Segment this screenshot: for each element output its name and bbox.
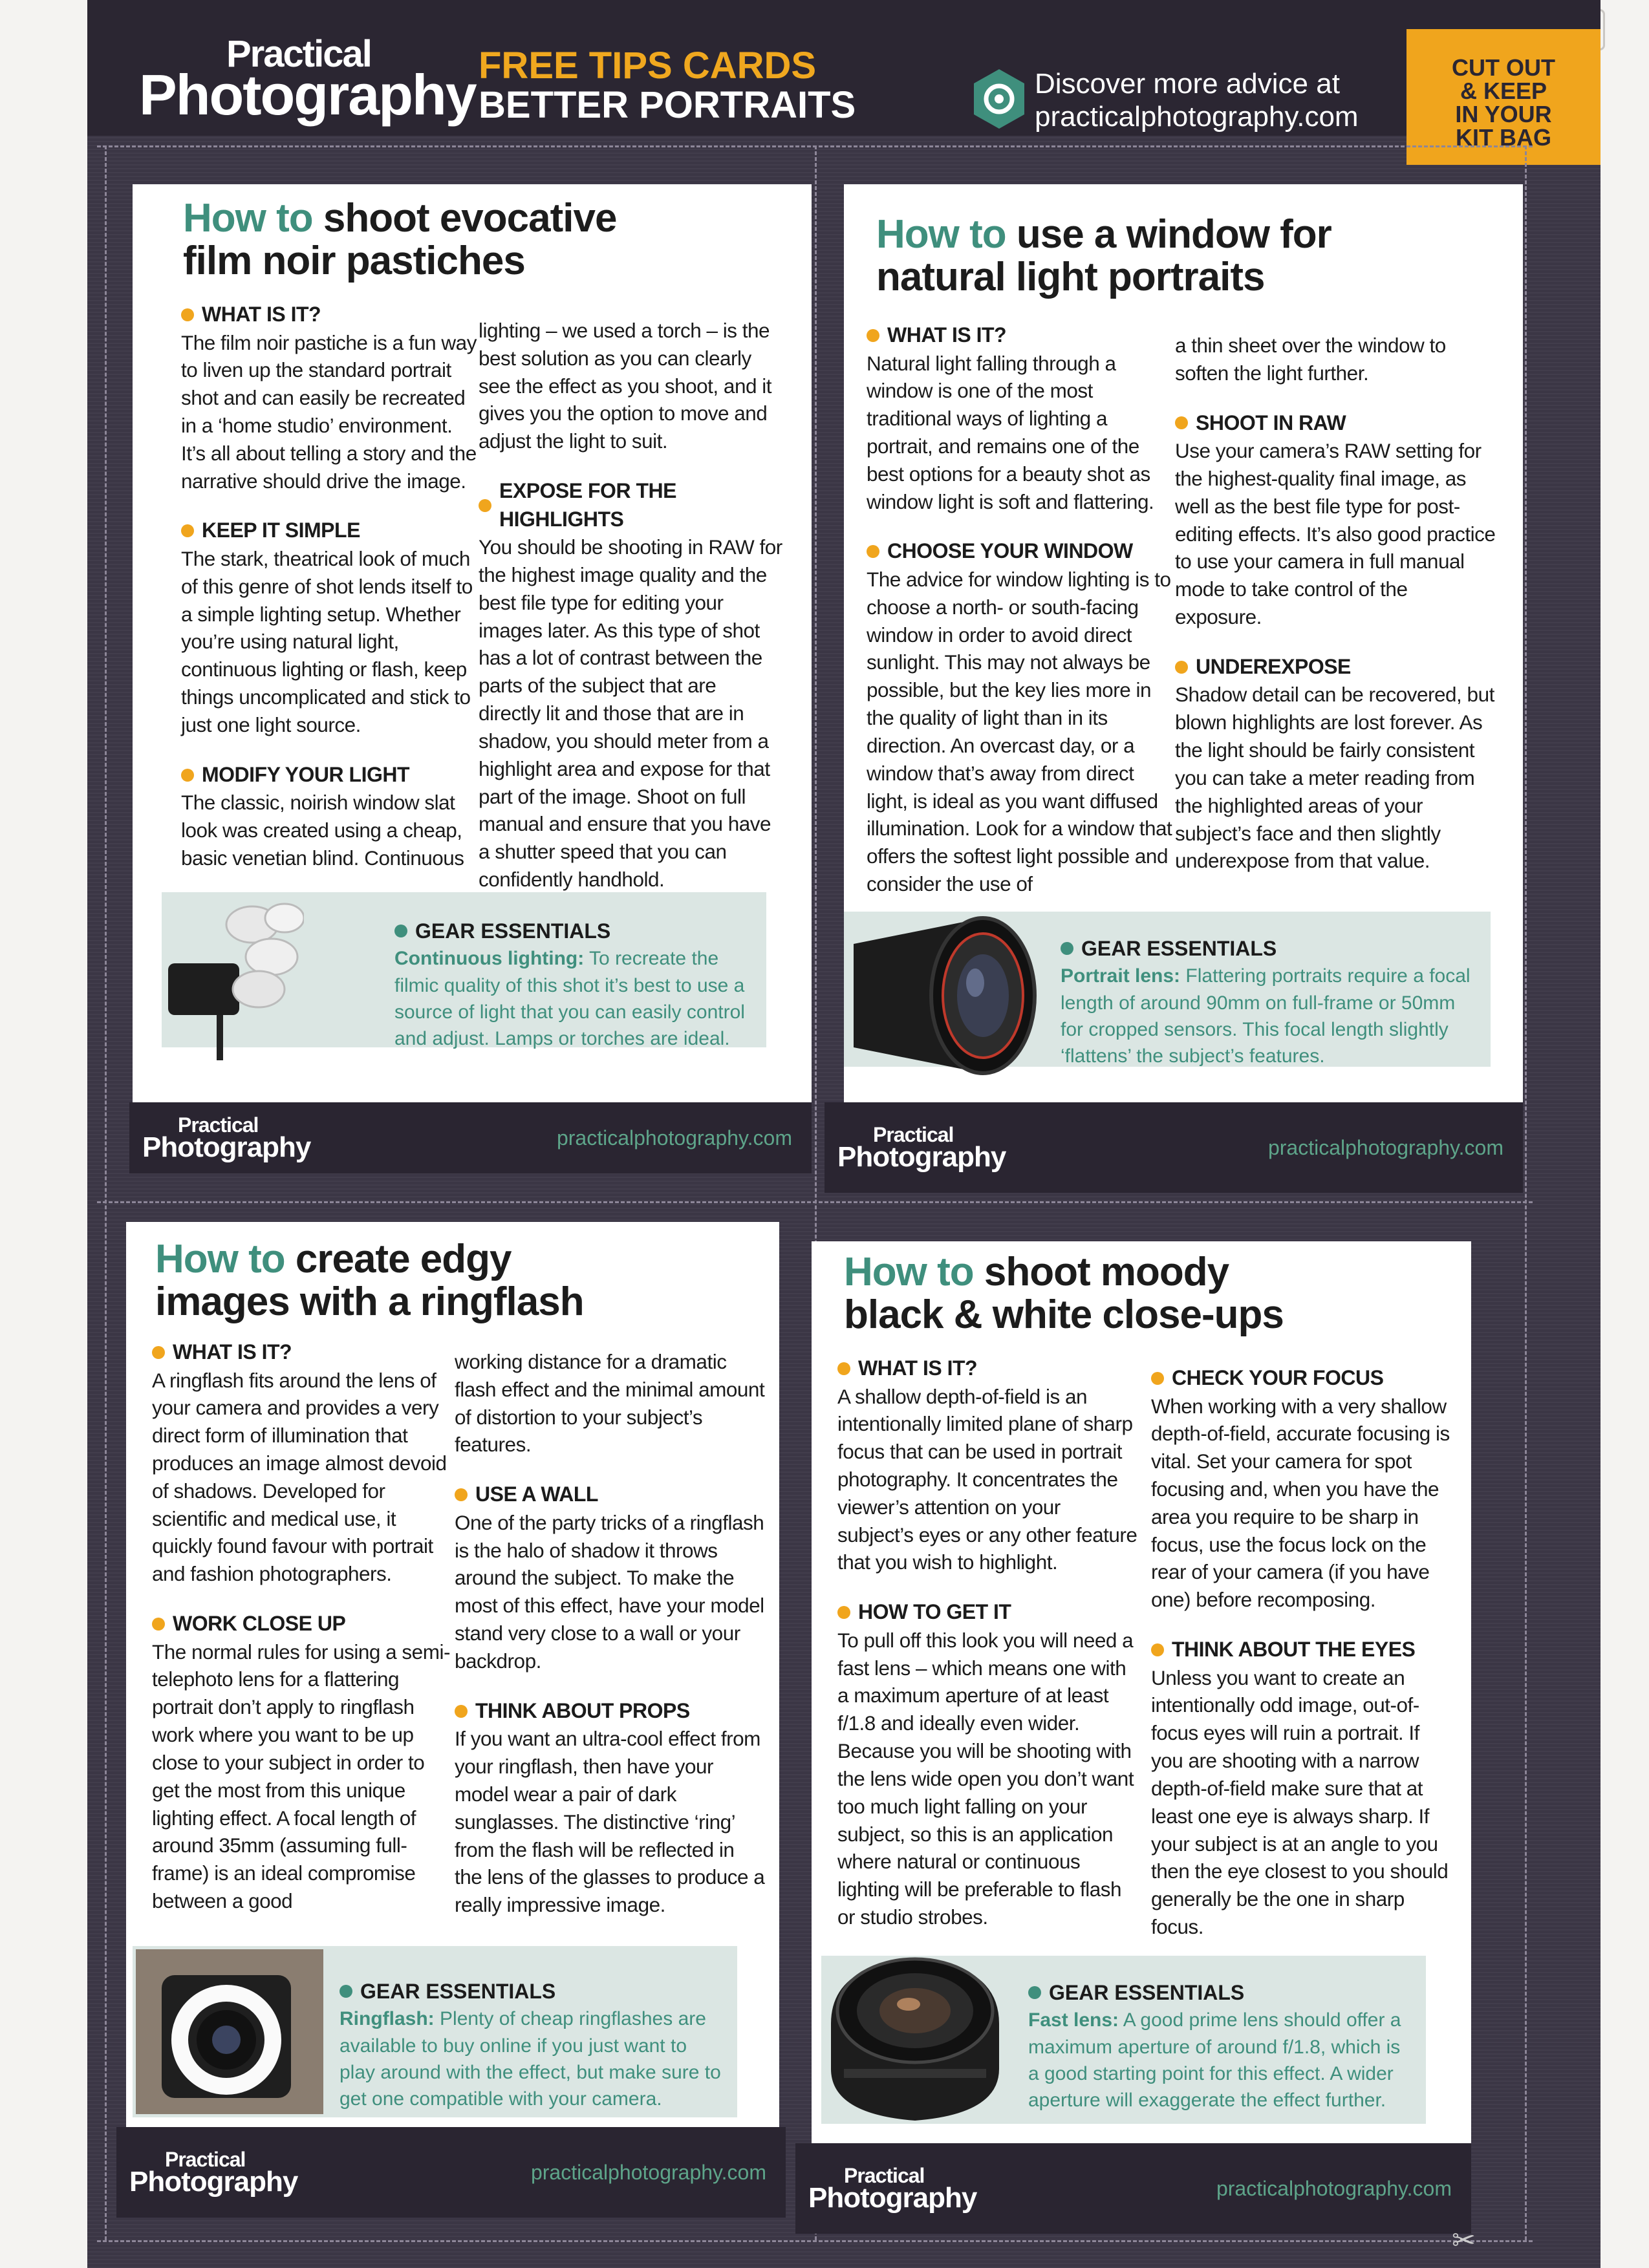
card-footer — [824, 1102, 1523, 1193]
footer-logo: Practical Photography — [837, 1122, 1006, 1173]
section-body: Natural light falling through a window is one of the most traditional ways of lighting a portrait, and remains one of the best options for a beauty shot as window light is soft and flattering. — [867, 351, 1154, 513]
footer-logo: Practical Photography — [808, 2163, 977, 2214]
gear-body: Portrait lens: Flattering portraits require a focal length of around 90mm on full-frame or 50mm for cropped sensors. This focal length slightly ‘flattens’ the subject’s features. — [1061, 965, 1471, 1067]
section-body: The film noir pastiche is a fun way to liven up the standard portrait shot and can easily be recreated in a ‘home studio’ environment. It’s all about telling a story and the narrative should drive the image. — [181, 330, 477, 493]
gear-body: Fast lens: A good prime lens should offer a maximum aperture of around f/1.8, which is a good starting point for this effect. A wider aperture will exaggerate the effect further. — [1028, 2009, 1401, 2112]
gear-text — [1061, 934, 1474, 1070]
lamp-icon — [155, 866, 304, 1060]
footer-website-link[interactable]: practicalphotography.com — [1267, 1135, 1503, 1159]
footer-website-link[interactable]: practicalphotography.com — [530, 2160, 766, 2184]
website-badge-icon — [971, 68, 1027, 130]
scissors-icon: ✂ — [1452, 2225, 1476, 2256]
bullet-icon — [867, 545, 879, 558]
section-body: The stark, theatrical look of much of this genre of shot lends itself to a simple lighting setup. Whether you’re using natural light, continuous lighting or flash, keep things uncomplicated and stick to just one light source. — [181, 547, 473, 736]
gear-essentials-panel — [821, 1956, 1426, 2124]
gear-text — [394, 917, 757, 1053]
bullet-icon — [152, 1346, 165, 1359]
section-body: You should be shooting in RAW for the highest image quality and the best file type for editing your images later. As this type of shot has a lot of contrast between the parts of the subject that are directly lit and those that are in shadow, you should meter from a highlight area and expose for that part of the image. Shoot on full manual and ensure that you have a shutter speed that you can confidently handhold. — [479, 535, 782, 892]
section-heading: WHAT IS IT? — [152, 1338, 456, 1367]
section-body: The normal rules for using a semi-telephoto lens for a flattering portrait don’t apply to ringflash work where you want to be up close to your subject in order to get the most from this unique lighting effect. A focal length of around 35mm (assuming full-frame) is an ideal compromise between a good — [152, 1640, 450, 1913]
card-footer — [129, 1102, 812, 1173]
card-column-left — [181, 301, 482, 872]
bullet-icon — [837, 1362, 850, 1375]
section-heading: CHOOSE YOUR WINDOW — [867, 537, 1177, 566]
bullet-icon — [1061, 942, 1073, 955]
footer-logo: Practical Photography — [129, 2147, 298, 2198]
bullet-icon — [1175, 661, 1188, 674]
bullet-icon — [181, 308, 194, 321]
card-column-right — [479, 317, 782, 893]
footer-website-link[interactable]: practicalphotography.com — [1216, 2176, 1452, 2200]
section-heading: WHAT IS IT? — [181, 301, 482, 329]
bullet-icon — [479, 499, 491, 512]
bullet-icon — [455, 1488, 468, 1501]
bullet-icon — [181, 524, 194, 537]
cut-guide-left — [105, 145, 107, 2240]
gear-essentials-panel — [133, 1946, 737, 2117]
section-heading: KEEP IT SIMPLE — [181, 517, 482, 545]
section-body: Shadow detail can be recovered, but blown highlights are lost forever. As the light should be fairly consistent you can take a meter reading from the highlighted areas of your subject’s face and then slightly underexpose from that value. — [1175, 683, 1494, 873]
section-body: To pull off this look you will need a fast lens – which means one with a maximum aperture of at least f/1.8 and ideally even wider. Because you will be shooting with the lens wide open you don’t want too much light falling on your subject, so this is an application where natural or continuous lighting will be preferable to flash or studio strobes. — [837, 1628, 1134, 1929]
gear-heading: GEAR ESSENTIALS — [339, 1977, 727, 2006]
gear-text — [339, 1977, 727, 2113]
card-column-right — [1175, 332, 1498, 875]
section-body: When working with a very shallow depth-of-field, accurate focusing is vital. Set your camera for spot focusing and, when you have the area you require to be sharp in focus, use the focus lock on the rear of your camera (if you have one) before recomposing. — [1151, 1394, 1450, 1612]
card-title: How to shoot moody black & white close-ups — [844, 1250, 1284, 1337]
section-heading: USE A WALL — [455, 1481, 765, 1509]
header-title-line2: BETTER PORTRAITS — [479, 83, 856, 126]
bullet-icon — [339, 1985, 352, 1998]
footer-logo: Practical Photography — [142, 1113, 311, 1163]
section-body: lighting – we used a torch – is the best solution as you can clearly see the effect as you shoot, and it gives you the option to move and adjust the light to suit. — [479, 319, 771, 453]
gear-heading: GEAR ESSENTIALS — [1028, 1978, 1416, 2007]
gear-essentials-panel — [162, 892, 766, 1050]
section-heading: HOW TO GET IT — [837, 1598, 1141, 1627]
section-body: The advice for window lighting is to choose a north- or south-facing window in order to avoid direct sunlight. This may not always be possible, but the key lies more in the quality of light than in its direction. An overcast day, or a window that’s away from direct light, is ideal as you want diffused illumination. Look for a window that offers the softest light possible and consider the use of — [867, 568, 1172, 896]
lens-icon — [834, 905, 1041, 1086]
cutout-badge: CUT OUT & KEEP IN YOUR KIT BAG — [1406, 29, 1600, 165]
section-heading: EXPOSE FOR THE HIGHLIGHTS — [479, 477, 782, 533]
card-title: How to create edgy images with a ringflash — [155, 1237, 584, 1324]
card-title: How to use a window for natural light portraits — [876, 212, 1331, 299]
ringflash-icon — [136, 1949, 323, 2114]
card-column-right — [1151, 1364, 1455, 1941]
gear-heading: GEAR ESSENTIALS — [1061, 934, 1474, 963]
cut-guide-bottom — [97, 2240, 1533, 2242]
header-discover: Discover more advice at practicalphotography.com — [1035, 68, 1359, 133]
bullet-icon — [181, 769, 194, 782]
tip-card-black-white — [808, 1241, 1471, 2214]
bullet-icon — [867, 329, 879, 342]
bullet-icon — [1151, 1372, 1164, 1385]
bullet-icon — [455, 1705, 468, 1718]
section-body: working distance for a dramatic flash effect and the minimal amount of distortion to your subject’s features. — [455, 1350, 765, 1457]
card-footer — [116, 2127, 786, 2218]
section-heading: THINK ABOUT PROPS — [455, 1697, 765, 1726]
section-heading: WHAT IS IT? — [867, 321, 1177, 350]
gear-body: Continuous lighting: To recreate the filmic quality of this shot it’s best to use a source of light that you can easily control and adjust. Lamps or torches are ideal. — [394, 948, 745, 1050]
card-footer — [795, 2143, 1471, 2234]
section-heading: UNDEREXPOSE — [1175, 653, 1498, 681]
section-body: The classic, noirish window slat look was created using a cheap, basic venetian blind. Continuous — [181, 791, 464, 870]
header-bar — [87, 0, 1600, 151]
prime-lens-icon — [818, 1940, 1012, 2127]
card-title: How to shoot evocative film noir pastiches — [183, 196, 617, 283]
section-heading: CHECK YOUR FOCUS — [1151, 1364, 1455, 1393]
card-column-left — [152, 1338, 456, 1915]
tip-card-window-light — [837, 184, 1523, 1173]
tip-card-film-noir — [133, 184, 812, 1163]
header-title — [479, 47, 856, 125]
section-body: a thin sheet over the window to soften the light further. — [1175, 334, 1446, 385]
section-body: Use your camera’s RAW setting for the highest-quality final image, as well as the best file type for post-editing effects. It’s also good practice to use your camera in full manual mode to take control of the exposure. — [1175, 439, 1496, 629]
header-title-line1: FREE TIPS CARDS — [479, 45, 817, 87]
card-column-left — [837, 1354, 1141, 1931]
cut-guide-right — [1525, 145, 1527, 2240]
footer-website-link[interactable]: practicalphotography.com — [556, 1126, 792, 1150]
bullet-icon — [1151, 1643, 1164, 1656]
section-heading: SHOOT IN RAW — [1175, 409, 1498, 438]
bullet-icon — [1028, 1986, 1041, 1999]
page-margin-left — [0, 0, 87, 2268]
gear-text — [1028, 1978, 1416, 2114]
section-body: One of the party tricks of a ringflash is the halo of shadow it throws around the subject. To make the most of this effect, have your model stand very close to a wall or your backdrop. — [455, 1510, 764, 1673]
section-body: Unless you want to create an intentionally odd image, out-of-focus eyes will ruin a portrait. If you are shooting with a narrow depth-of-field make sure that at least one eye is always sharp. If your subject is at an angle to you then the eye closest to you should generally be the one in sharp focus. — [1151, 1665, 1449, 1939]
section-heading: THINK ABOUT THE EYES — [1151, 1636, 1455, 1664]
card-column-left — [867, 321, 1177, 898]
gear-heading: GEAR ESSENTIALS — [394, 917, 757, 945]
tip-card-ringflash — [126, 1222, 779, 2198]
section-body: A ringflash fits around the lens of your camera and provides a very direct form of illumination that produces an image almost devoid of shadows. Developed for scientific and medical use, it quickly found favour with portrait and fashion photographers. — [152, 1368, 447, 1586]
section-heading: WHAT IS IT? — [837, 1354, 1141, 1383]
card-column-right — [455, 1348, 765, 1919]
section-heading: MODIFY YOUR LIGHT — [181, 761, 482, 789]
section-body: If you want an ultra-cool effect from your ringflash, then have your model wear a pair of dark sunglasses. The distinctive ‘ring’ from the flash will be reflected in the lens of the glasses to produce a really impressive image. — [455, 1727, 765, 1917]
bullet-icon — [1175, 416, 1188, 429]
page-margin-right — [1600, 0, 1649, 2268]
gear-essentials-panel — [844, 912, 1491, 1067]
gear-body: Ringflash: Plenty of cheap ringflashes are available to buy online if you just want to play around with the effect, but make sure to get one compatible with your camera. — [339, 2008, 721, 2110]
section-heading: WORK CLOSE UP — [152, 1610, 456, 1638]
header-logo: Practical Photography — [139, 33, 476, 127]
bullet-icon — [394, 925, 407, 937]
bullet-icon — [837, 1606, 850, 1619]
bullet-icon — [152, 1618, 165, 1631]
header-website-link[interactable]: practicalphotography.com — [1035, 100, 1359, 133]
section-body: A shallow depth-of-field is an intentionally limited plane of sharp focus that can be used in portrait photography. It concentrates the viewer’s attention on your subject’s eyes or any other feature that you wish to highlight. — [837, 1384, 1137, 1574]
